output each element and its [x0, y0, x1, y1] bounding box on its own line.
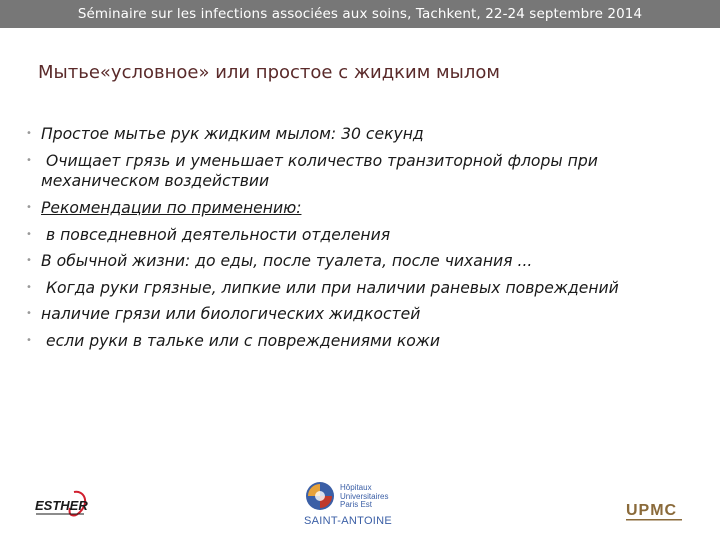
bullet-dot-icon: • [26, 281, 32, 293]
hopitaux-saint-antoine-logo [300, 480, 410, 532]
esther-logo-text: ESTHER [35, 498, 88, 513]
bullet-list [26, 121, 696, 354]
bullet-text: Рекомендации по применению: [41, 199, 302, 217]
bullet-text: наличие грязи или биологических жидкостей [41, 305, 421, 323]
bullet-text: в повседневной деятельности отделения [45, 225, 391, 244]
bullet-text: Когда руки грязные, липкие или при наличии раневых повреждений [45, 278, 619, 297]
bullet-item [26, 328, 696, 355]
bullet-dot-icon: • [26, 202, 32, 213]
bullet-item [26, 301, 696, 328]
bullet-dot-icon: • [26, 128, 32, 139]
saint-antoine-text: SAINT-ANTOINE [304, 515, 393, 527]
bullet-dot-icon: • [26, 334, 32, 346]
bullet-item [26, 121, 696, 148]
bullet-item [26, 248, 696, 275]
upmc-logo [624, 498, 686, 524]
bullet-text: В обычной жизни: до еды, после туалета, после чихания ... [41, 252, 533, 270]
bullet-text: Простое мытье рук жидким мылом: 30 секунд [41, 125, 424, 143]
header-bar [0, 0, 720, 28]
bullet-dot-icon: • [26, 308, 32, 319]
bullet-continuation: механическом воздействии [41, 172, 270, 190]
bullet-dot-icon: • [26, 255, 32, 266]
bullet-item [26, 275, 696, 302]
seminar-header-text: Séminaire sur les infections associées aux soins, Tachkent, 22-24 septembre 2014 [77, 6, 643, 22]
bullet-item [26, 222, 696, 249]
bullet-text: если руки в тальке или с повреждениями кожи [45, 331, 441, 350]
bullet-dot-icon: • [26, 154, 32, 166]
bullet-item [26, 195, 696, 222]
bullet-item [26, 148, 696, 196]
bullet-dot-icon: • [26, 228, 32, 240]
bullet-text: Очищает грязь и уменьшает количество транзиторной флоры при [45, 151, 598, 170]
esther-logo [34, 488, 96, 522]
hopitaux-text: Hôpitaux Universitaires Paris Est [340, 483, 389, 509]
slide-title: Мытье«условное» или простое с жидким мылом [38, 62, 500, 83]
upmc-logo-text: UPMC [626, 502, 678, 519]
